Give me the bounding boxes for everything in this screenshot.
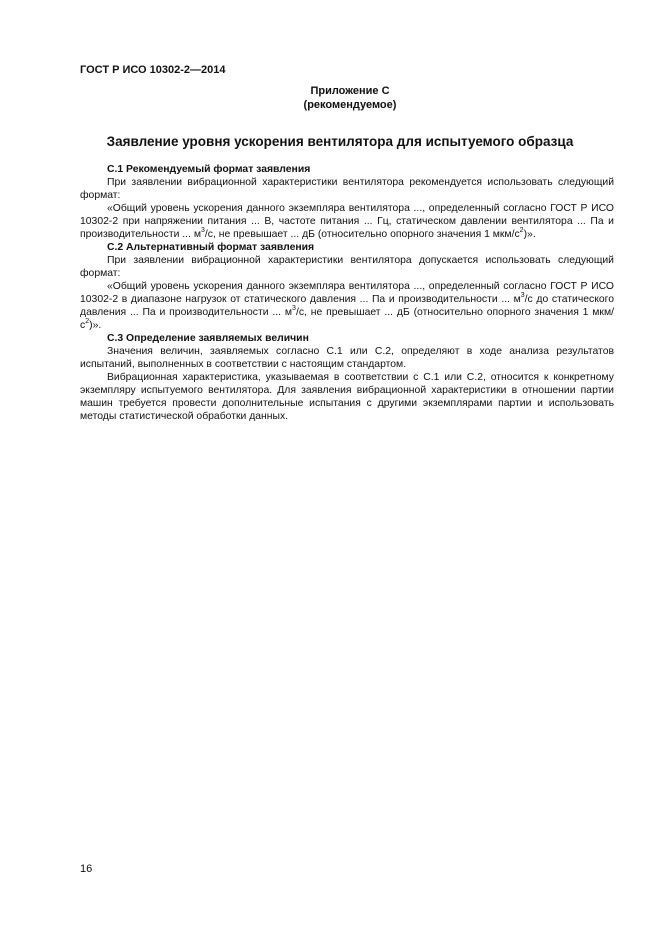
section-c3-heading: С.3 Определение заявляемых величин	[107, 333, 309, 344]
superscript: 3	[292, 304, 296, 312]
text-run: /с до статического давления ... Па и производительности ... м	[80, 294, 614, 318]
section-c2-paragraph-1: При заявлении вибрационной характеристики вентилятора допускается использовать следующий формат:	[80, 255, 614, 279]
section-c1-heading: С.1 Рекомендуемый формат заявления	[107, 164, 311, 175]
section-c3-paragraph-2: Вибрационная характеристика, указываемая в соответствии с С.1 или С.2, относится к конкретному экземпляру испытуемого вентилятора. Для заявления вибрационной характеристики в отношении партии машин требуется провести дополнительные испытания с другими экземплярами партии и использовать методы статистической обработки данных.	[80, 372, 614, 422]
superscript: 2	[85, 317, 90, 325]
page-number: 16	[80, 863, 93, 875]
section-c1-paragraph-1: При заявлении вибрационной характеристики вентилятора рекомендуется использовать следующий формат:	[80, 177, 614, 201]
section-c3-paragraph-1: Значения величин, заявляемых согласно С.1 или С.2, определяют в ходе анализа результатов испытаний, выполненных в соответствии с настоящим стандартом.	[80, 346, 614, 370]
text-run: «Общий уровень ускорения данного экземпляра вентилятора ..., определенный согласно ГОСТ Р ИСО 10302-2 в диапазоне нагрузок от статического давления ... Па и производительности ... м	[80, 281, 614, 305]
annex-subtitle: (рекомендуемое)	[303, 99, 397, 111]
text-run: /с, не превышает ... дБ (относительно опорного значения 1 мкм/с	[204, 229, 520, 240]
text-run: )».	[523, 229, 536, 240]
section-c2-heading: С.2 Альтернативный формат заявления	[107, 242, 315, 253]
text-run: «Общий уровень ускорения данного экземпляра вентилятора ..., определенный согласно ГОСТ Р ИСО 10302-2 при напряжении питания ... В, частоте питания ... Гц, статическом давлении вентилятора ... Па и производительности ... м	[80, 203, 614, 240]
superscript: 3	[520, 291, 525, 299]
document-header-code: ГОСТ Р ИСО 10302-2—2014	[80, 64, 226, 76]
annex-title: Приложение С	[310, 85, 390, 97]
document-body	[80, 163, 614, 423]
section-c2-paragraph-2	[80, 280, 614, 332]
superscript: 3	[200, 226, 205, 234]
section-c1-paragraph-2	[80, 202, 614, 241]
document-title: Заявление уровня ускорения вентилятора для испытуемого образца	[106, 134, 574, 149]
text-run: )».	[89, 320, 102, 331]
superscript: 2	[519, 226, 524, 234]
text-run: /с, не превышает ... дБ (относительно опорного значения 1 мкм/с	[80, 307, 614, 331]
